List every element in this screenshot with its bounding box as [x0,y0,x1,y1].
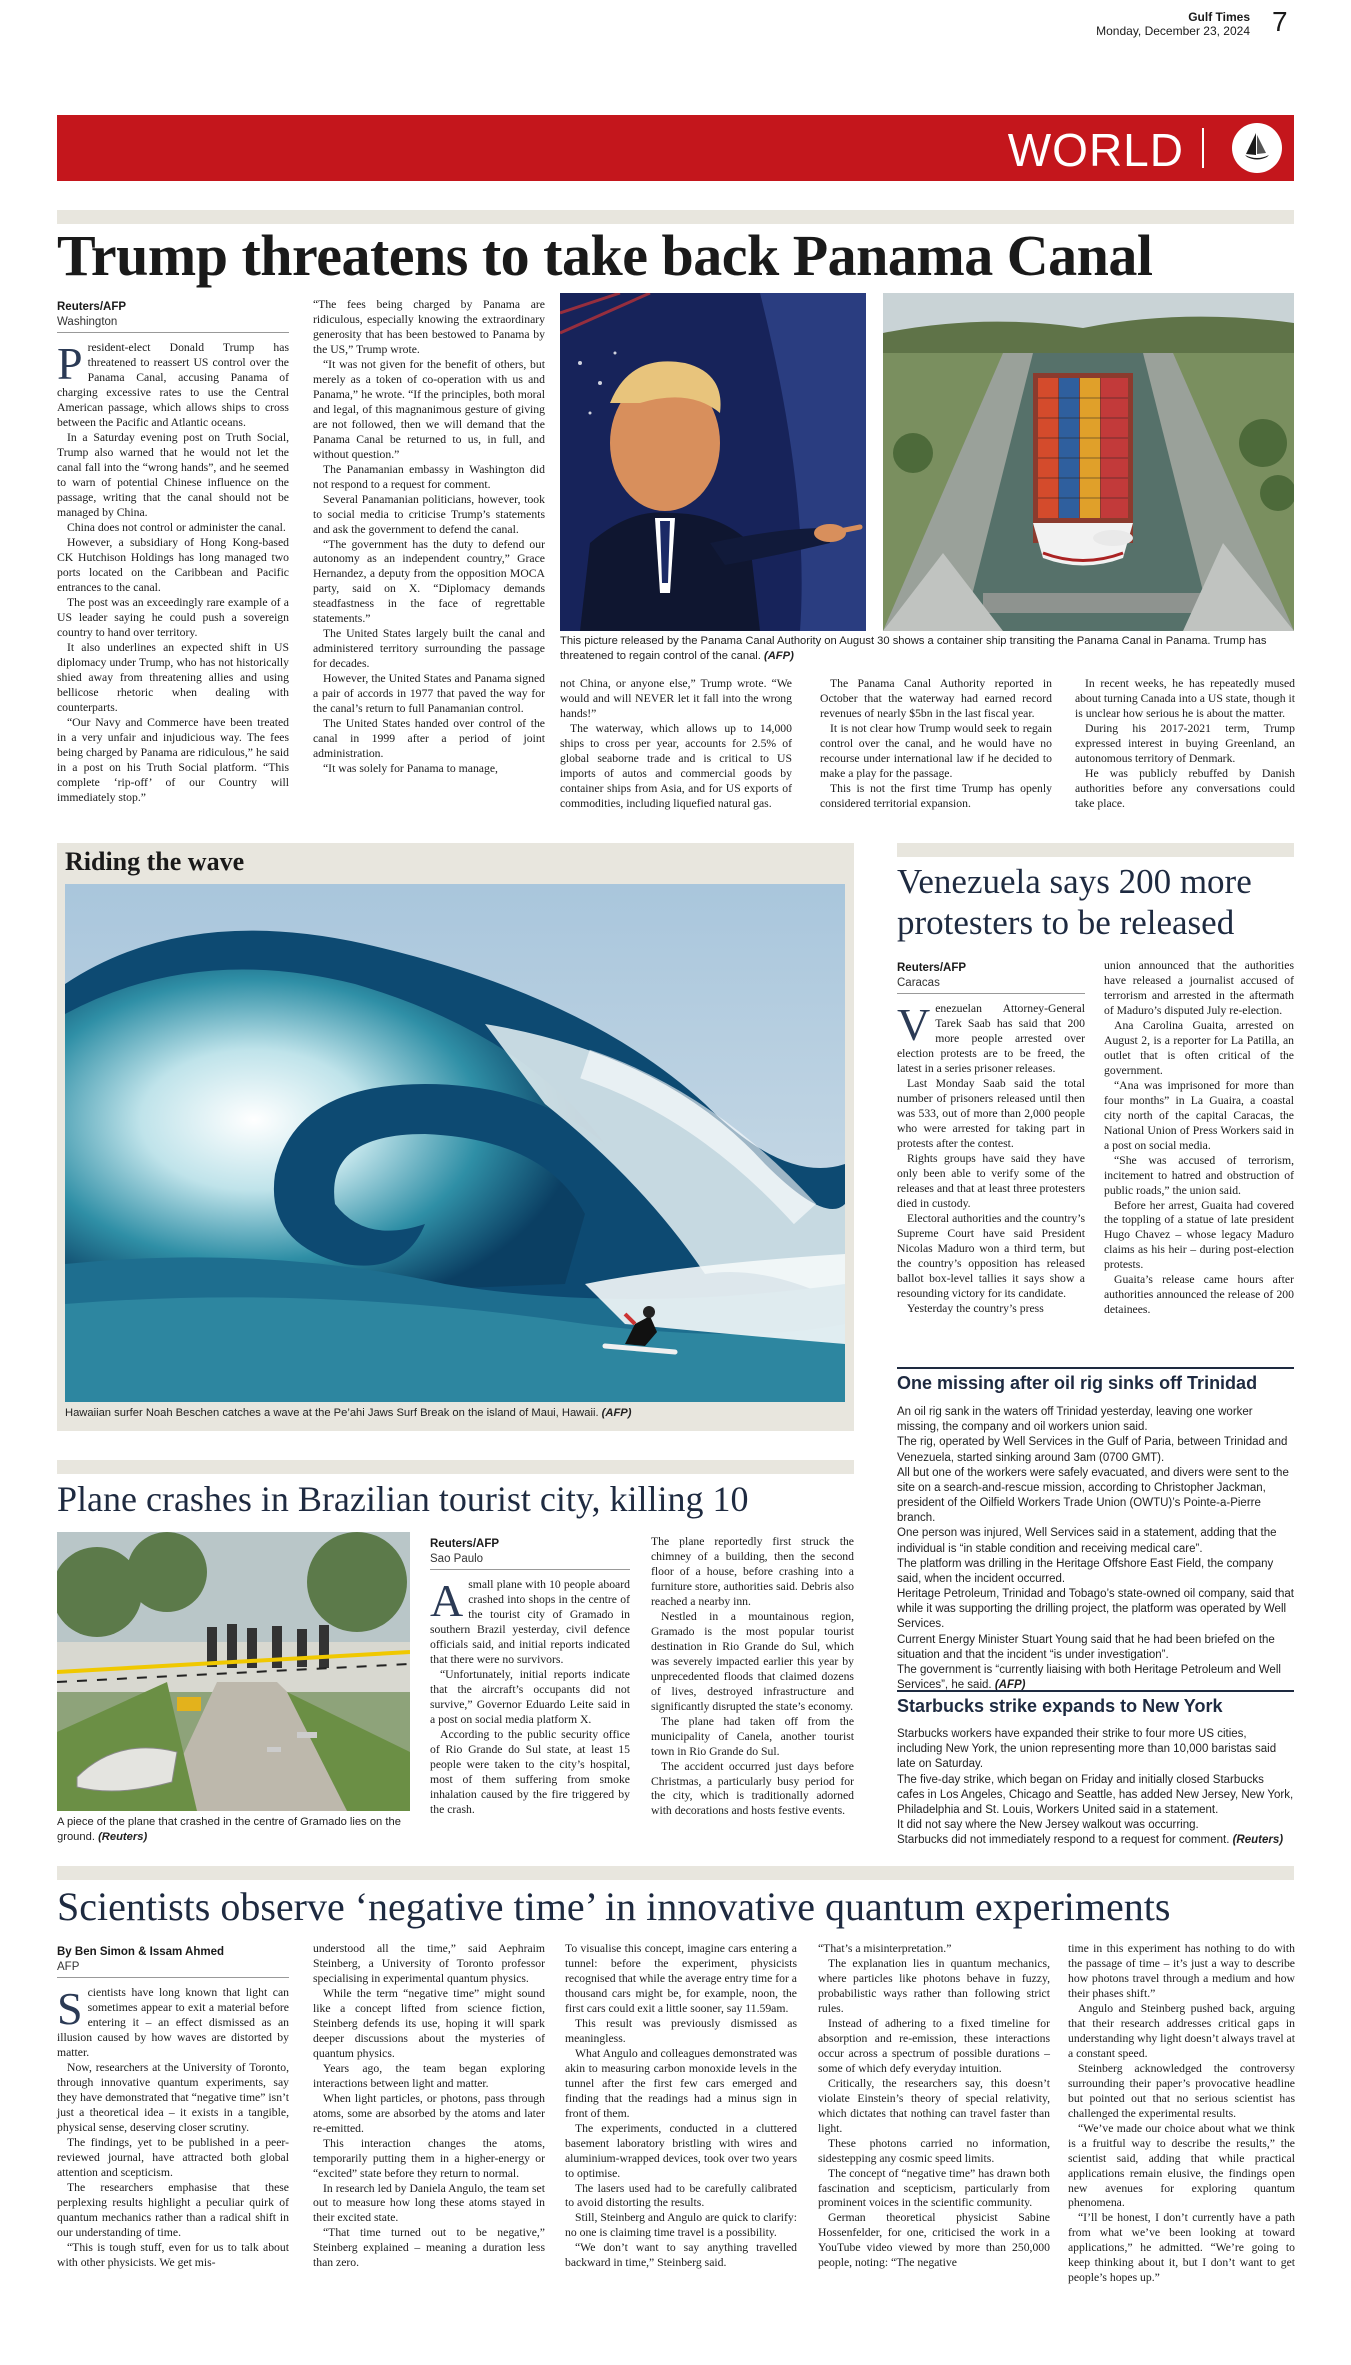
paragraph: “The government has the duty to defend our autonomy as an independent country,” Grace Hernandez, a deputy from the opposition MOCA party, said on X. “Diplomacy demands steadfastness in the face of regrettable statements.” [313,537,545,626]
caption-text: A piece of the plane that crashed in the centre of Gramado lies on the ground. [57,1816,401,1843]
paragraph: “It was not given for the benefit of others, but merely as a token of co-operation with us and Panama,” he wrote. “If the principles, both moral and legal, of this magnanimous gesture of giving are not followed, then we will demand that the Panama Canal be returned to us, in full, and without question.” [313,357,545,461]
paragraph: An oil rig sank in the waters off Trinidad yesterday, leaving one worker missing, the company and oil workers union said. [897,1406,1253,1434]
panama-col-1 [57,300,289,805]
caption-credit: (AFP) [601,1407,632,1419]
paragraph: The Panamanian embassy in Washington did not respond to a request for comment. [313,462,545,491]
paragraph: The researchers emphasise that these perplexing results highlight a peculiar quirk of quantum mechanics rather than a radical shift in our understanding of time. [57,2181,289,2239]
paragraph: The plane had taken off from the municipality of Canela, another tourist town in Rio Grande do Sul. [651,1714,854,1758]
caption-text: Hawaiian surfer Noah Beschen catches a wave at the Pe’ahi Jaws Surf Break on the island of Maui, Hawaii. [65,1407,599,1419]
trinidad-body [897,1405,1294,1693]
panama-caption [560,634,1294,663]
venezuela-col-1 [897,961,1085,1317]
paragraph: “It was solely for Panama to manage, [323,762,498,776]
paragraph: In research led by Daniela Angulo, the team set out to measure how long these atoms stayed in their excited state. [313,2181,545,2225]
paragraph: The post was an exceedingly rare example of a US leader saying he could push a sovereign country to hand over territory. [57,595,289,639]
byline: Reuters/AFP [430,1538,500,1550]
section-title: WORLD [1007,124,1184,176]
headline-trinidad: One missing after oil rig sinks off Trinidad [897,1373,1258,1393]
headline-venezuela: Venezuela says 200 more protesters to be released [897,862,1252,942]
canal-photo [883,293,1294,631]
paragraph: Asmall plane with 10 people aboard crashed into shops in the centre of the tourist city of Gramado in southern Brazil yesterday, civil defence officials said, and initial reports indicated that there were no survivors. [430,1575,630,1667]
paragraph: The plane reportedly first struck the chimney of a building, then the second floor of a house, before crashing into a furniture store, authorities said. Debris also reached a nearby inn. [651,1535,854,1608]
panama-col-4 [820,677,1052,812]
paragraph: Heritage Petroleum, Trinidad and Tobago’s state-owned oil company, said that while it was supporting the drilling project, the platform was operated by Well Services. [897,1588,1294,1631]
paragraph: Current Energy Minister Stuart Young said that he had been briefed on the situation and that the incident “is under investigation”. [897,1633,1275,1661]
paragraph: Several Panamanian politicians, however, took to social media to criticise Trump’s statements and ask the government to defend the canal. [313,492,545,536]
venezuela-col-2 [1104,959,1294,1318]
paragraph: While the term “negative time” might sound like a concept lifted from science fiction, Steinberg defends its use, hoping it will spark deeper discussions about the mysteries of quantum physics. [313,1986,545,2060]
paragraph: “This is tough stuff, even for us to talk about with other physicists. We get mis- [57,2240,289,2269]
paragraph: “Our Navy and Commerce have been treated in a very unfair and injudicious way. The fees being charged by Panama are ridiculous,” he said in a post on his Truth Social platform. “This complete ‘rip-off’ of our Country will immediately stop.” [57,715,289,804]
byline: Reuters/AFP [897,962,967,974]
wave-box [57,843,854,1431]
plane-col-2 [651,1535,854,1819]
paragraph: Starbucks workers have expanded their strike to four more US cities, including New York, the union representing more than 10,000 baristas said late on Saturday. [897,1728,1277,1771]
paragraph: During his 2017-2021 term, Trump expressed interest in buying Greenland, an autonomous territory of Denmark. [1075,721,1295,765]
paragraph: China does not control or administer the canal. [67,521,286,535]
dateline: AFP [57,1960,80,1973]
byline-rule [57,1977,289,1978]
paragraph: The lasers used had to be carefully calibrated to avoid distorting the results. [565,2181,797,2210]
paragraph: It is not clear how Trump would seek to regain control over the canal, and he would have no recourse under international law if he decided to make a play for the passage. [820,721,1052,780]
paragraph: “She was accused of terrorism, incitement to hatred and obstruction of public roads,” the union said. [1104,1153,1294,1197]
paragraph: Before her arrest, Guaita had covered the toppling of a statue of late president Hugo Chavez – whose legacy Maduro claims as his heir – during post-election protests. [1104,1198,1294,1272]
paragraph: The experiments, conducted in a cluttered basement laboratory bristling with wires and aluminium-wrapped devices, took over two years to optimise. [565,2121,797,2180]
paragraph: Yesterday the country’s press [907,1301,1044,1315]
paragraph: Scientists have long known that light can sometimes appear to exit a material before entering it – an effect dismissed as an illusion caused by how waves are distorted by matter. [57,1983,289,2060]
section-divider [897,843,1294,857]
section-divider [57,1866,1294,1880]
caption-credit: (Reuters) [98,1830,148,1843]
quantum-col-5 [1068,1942,1295,2286]
paragraph: The explanation lies in quantum mechanics, where particles like photons behave in fuzzy, probabilistic ways rather than following strict rules. [818,1956,1050,2015]
paragraph: Rights groups have said they have only been able to verify some of the releases and that at least three protesters died in custody. [897,1152,1085,1211]
wave-photo [65,884,845,1402]
paragraph: “Ana was imprisoned for more than four months” in La Guaira, a coastal city north of the capital Caracas, the National Union of Press Workers said in a post on social media. [1104,1078,1294,1152]
paragraph: not China, or anyone else,” Trump wrote. “We would and will NEVER let it fall into the wrong hands!” [560,677,792,720]
paragraph: “I’ll be honest, I don’t currently have a path from what we’ve been looking at toward applications,” he admitted. “We’re going to keep thinking about it, but I don’t want to get people’s hopes up.” [1068,2211,1295,2285]
paragraph: To visualise this concept, imagine cars entering a tunnel: before the experiment, physicists recognised that while the average entry time for a thousand cars might be, for example, noon, the first cars could exit a little sooner, say 11.59am. [565,1942,797,2015]
paragraph: In recent weeks, he has repeatedly mused about turning Canada into a US state, though it is unclear how serious he is about the matter. [1075,677,1295,720]
section-banner [57,115,1294,181]
paragraph: “We don’t want to say anything travelled backward in time,” Steinberg said. [565,2241,797,2270]
wave-caption [65,1406,845,1421]
paragraph: Still, Steinberg and Angulo are quick to clarify: no one is claiming time travel is a possibility. [565,2211,797,2240]
paragraph: The platform was drilling in the Heritage Offshore East Field, the company said, when the incident occurred. [897,1557,1274,1585]
paragraph: “The fees being charged by Panama are ridiculous, especially knowing the extraordinary generosity that has been bestowed to Panama by the US,” Trump wrote. [313,298,545,356]
paragraph: The findings, yet to be published in a peer-reviewed journal, have attracted both global attention and scepticism. [57,2136,289,2180]
paragraph: Ana Carolina Guaita, arrested on August 2, is a reporter for La Patilla, an outlet that is often critical of the government. [1104,1018,1294,1077]
dhow-boat-icon [1232,123,1282,173]
banner-divider [1202,128,1204,168]
byline-rule [897,993,1085,994]
trinidad-rule [897,1367,1294,1369]
starbucks-body [897,1727,1294,1848]
paragraph: “That’s a misinterpretation.” [818,1942,952,1955]
quantum-col-3 [565,1942,797,2271]
plane-photo [57,1532,410,1811]
quantum-col-1 [57,1945,289,2271]
paragraph: It did not say where the New Jersey walkout was occurring. [897,1819,1199,1832]
headline-quantum: Scientists observe ‘negative time’ in innovative quantum experiments [57,1884,1171,1929]
wave-label: Riding the wave [65,847,245,876]
panama-col-5 [1075,677,1295,812]
headline-starbucks: Starbucks strike expands to New York [897,1696,1223,1716]
paragraph: The five-day strike, which began on Friday and initially closed Starbucks cafes in Los Angeles, Chicago and Seattle, has added New Jersey, New York, Philadelphia and St. Louis, Workers United said in a statement. [897,1773,1294,1816]
paragraph: Now, researchers at the University of Toronto, through innovative quantum experiments, say they have demonstrated that “negative time” isn’t just a theoretical idea – it exists in a tangible, physical sense, deserving closer scrutiny. [57,2061,289,2135]
byline: Reuters/AFP [57,301,127,313]
paragraph: “Unfortunately, initial reports indicate that the aircraft’s occupants did not survive,” Governor Eduardo Leite said in a post on social media platform X. [430,1668,630,1727]
paragraph: However, a subsidiary of Hong Kong-based CK Hutchison Holdings has long managed two ports located on the Caribbean and Pacific entrances to the canal. [57,536,289,594]
paragraph: However, the United States and Panama signed a pair of accords in 1977 that paved the way for the canal’s return to full Panamanian control. [313,672,545,716]
paragraph: Electoral authorities and the country’s Supreme Court have said President Nicolas Maduro won a third term, but the country’s opposition has released ballot box-level tallies it says show a resounding victory for its candidate. [897,1212,1085,1300]
brief-credit: (AFP) [994,1679,1026,1692]
plane-col-1 [430,1537,630,1818]
page-number: 7 [1272,6,1288,37]
paragraph: This interaction changes the atoms, temporarily putting them in a higher-energy or “excited” state before they return to normal. [313,2136,545,2180]
paragraph: President-elect Donald Trump has threatened to reassert US control over the Panama Canal, accusing Panama of charging excessive rates to use the Central American passage, which allows ships to cross between the Pacific and Atlantic oceans. [57,338,289,430]
section-divider [57,210,1294,224]
quantum-col-4 [818,1942,1050,2271]
paragraph: understood all the time,” said Aephraim Steinberg, a University of Toronto professor specialising in experimental quantum physics. [313,1942,545,1985]
paragraph: Venezuelan Attorney-General Tarek Saab has said that 200 more people arrested over election protests are to be freed, the latest in a series prisoner releases. [897,999,1085,1076]
paragraph: In a Saturday evening post on Truth Social, Trump also warned that he would not let the canal fall into the “wrong hands”, and he seemed to warn of potential Chinese influence on the passage, writing that the canal should not be managed by China. [57,431,289,520]
paragraph: Critically, the researchers say, this doesn’t violate Einstein’s theory of special relativity, which dictates that nothing can travel faster than light. [818,2076,1050,2135]
paragraph: The waterway, which allows up to 14,000 ships to cross per year, accounts for 2.5% of global seaborne trade and is critical to US imports of autos and commercial goods by container ships from Asia, and for US exports of commodities, including liquefied natural gas. [560,721,792,810]
paragraph: Angulo and Steinberg pushed back, arguing that their research addresses critical gaps in understanding why light doesn’t always travel at a constant speed. [1068,2001,1295,2060]
paragraph: Years ago, the team began exploring interactions between light and matter. [313,2061,545,2090]
paragraph: What Angulo and colleagues demonstrated was akin to measuring carbon monoxide levels in the tunnel after the first few cars emerged and finding that the readings had a minus sign in front of them. [565,2046,797,2120]
brief-credit: (Reuters) [1232,1834,1284,1847]
panama-col-3 [560,677,792,812]
paragraph: The Panama Canal Authority reported in October that the waterway had earned record revenues of nearly $5bn in the last fiscal year. [820,677,1052,720]
paragraph: This result was previously dismissed as meaningless. [565,2016,797,2045]
issue-date: Monday, December 23, 2024 [1096,24,1250,38]
paragraph: Guaita’s release came hours after authorities announced the release of 200 detainees. [1104,1273,1294,1317]
paragraph: union announced that the authorities have released a journalist accused of terrorism and arrested in the aftermath of Maduro’s disputed July re-election. [1104,959,1294,1017]
byline-rule [57,332,289,333]
quantum-col-2 [313,1942,545,2271]
paragraph: German theoretical physicist Sabine Hossenfelder, for one, criticised the work in a YouTube video viewed by more than 250,000 people, noting: “The negative [818,2211,1050,2270]
paragraph: He was publicly rebuffed by Danish authorities before any conversations could take place. [1075,766,1295,810]
paragraph: All but one of the workers were safely evacuated, and divers were sent to the site on a search-and-rescue mission, according to Christopher Jackman, president of the Oilfield Workers Trade Union (OWTU)’s Pointe-a-Pierre branch. [897,1466,1289,1525]
paragraph: The United States largely built the canal and administered territory surrounding the passage for decades. [313,627,545,671]
byline-rule [430,1569,630,1570]
paragraph: Starbucks did not immediately respond to a request for comment. (Reuters) [897,1834,1284,1847]
paragraph: The government is “currently liaising with both Heritage Petroleum and Well Services”, he said. (AFP) [897,1663,1281,1692]
dateline: Sao Paulo [430,1552,484,1565]
starbucks-rule [897,1690,1294,1692]
paragraph: When light particles, or photons, pass through atoms, some are absorbed by the atoms and later re-emitted. [313,2091,545,2135]
caption-text: This picture released by the Panama Canal Authority on August 30 shows a container ship transiting the Panama Canal in Panama. Trump has threatened to regain control of the canal. [560,635,1267,662]
byline: By Ben Simon & Issam Ahmed [57,1946,225,1958]
dateline: Caracas [897,976,940,989]
paragraph: It also underlines an expected shift in US diplomacy under Trump, who has not historically shied away from threatening allies and using bellicose rhetoric when dealing with counterparts. [57,640,289,714]
section-divider [57,1460,854,1474]
dateline: Washington [57,315,118,328]
headline-plane: Plane crashes in Brazilian tourist city, killing 10 [57,1479,749,1519]
paper-name: Gulf Times [1188,10,1250,24]
trump-photo [560,293,866,631]
paragraph: Last Monday Saab said the total number of prisoners released until then was 533, out of more than 2,000 people who were arrested for taking part in protests after the contest. [897,1077,1085,1151]
paragraph: Steinberg acknowledged the controversy surrounding their paper’s provocative headline but pointed out that no serious scientist has challenged the experimental results. [1068,2061,1295,2120]
paragraph: The concept of “negative time” has drawn both fascination and scepticism, particularly from prominent voices in the scientific community. [818,2166,1050,2210]
paragraph: The United States handed over control of the canal in 1999 after a period of joint administration. [313,717,545,761]
paragraph: Instead of adhering to a fixed timeline for absorption and re-emission, these interactions occur across a spectrum of possible durations – some of which defy everyday intuition. [818,2016,1050,2075]
paragraph: “That time turned out to be negative,” Steinberg explained – meaning a duration less than zero. [313,2226,545,2270]
paragraph: This is not the first time Trump has openly considered territorial expansion. [820,781,1052,810]
panama-col-2 [313,298,545,777]
paragraph: These photons carried no information, sidestepping any cosmic speed limits. [818,2136,1050,2165]
caption-credit: (AFP) [764,649,794,662]
plane-caption [57,1815,410,1844]
paragraph: One person was injured, Well Services said in a statement, adding that the individual is “in stable condition and receiving medical care”. [897,1527,1277,1555]
paragraph: The accident occurred just days before Christmas, a particularly busy period for the city, which is traditionally adorned with decorations and hosts festive events. [651,1759,854,1818]
headline-panama: Trump threatens to take back Panama Canal [57,223,1153,288]
paragraph: time in this experiment has nothing to do with the passage of time – it’s just a way to describe how photons travel through a medium and how their phases shift.” [1068,1942,1295,2000]
paragraph: Nestled in a mountainous region, Gramado is the most popular tourist destination in Rio Grande do Sul, which was severely impacted earlier this year by unprecedented floods that claimed dozens of lives, destroyed infrastructure and significantly disrupted the state’s economy. [651,1609,854,1713]
paragraph: The rig, operated by Well Services in the Gulf of Paria, between Trinidad and Venezuela, started sinking around 3am (0700 GMT). [897,1436,1288,1464]
paragraph: According to the public security office of Rio Grande do Sul state, at least 15 people were taken to the city’s hospital, most of them suffering from smoke inhalation caused by the fire triggered by the crash. [430,1728,630,1816]
paragraph: “We’ve made our choice about what we think is a fruitful way to describe the results,” the scientist said, adding that while practical applications remain elusive, the findings open new avenues for exploring quantum phenomena. [1068,2121,1295,2210]
